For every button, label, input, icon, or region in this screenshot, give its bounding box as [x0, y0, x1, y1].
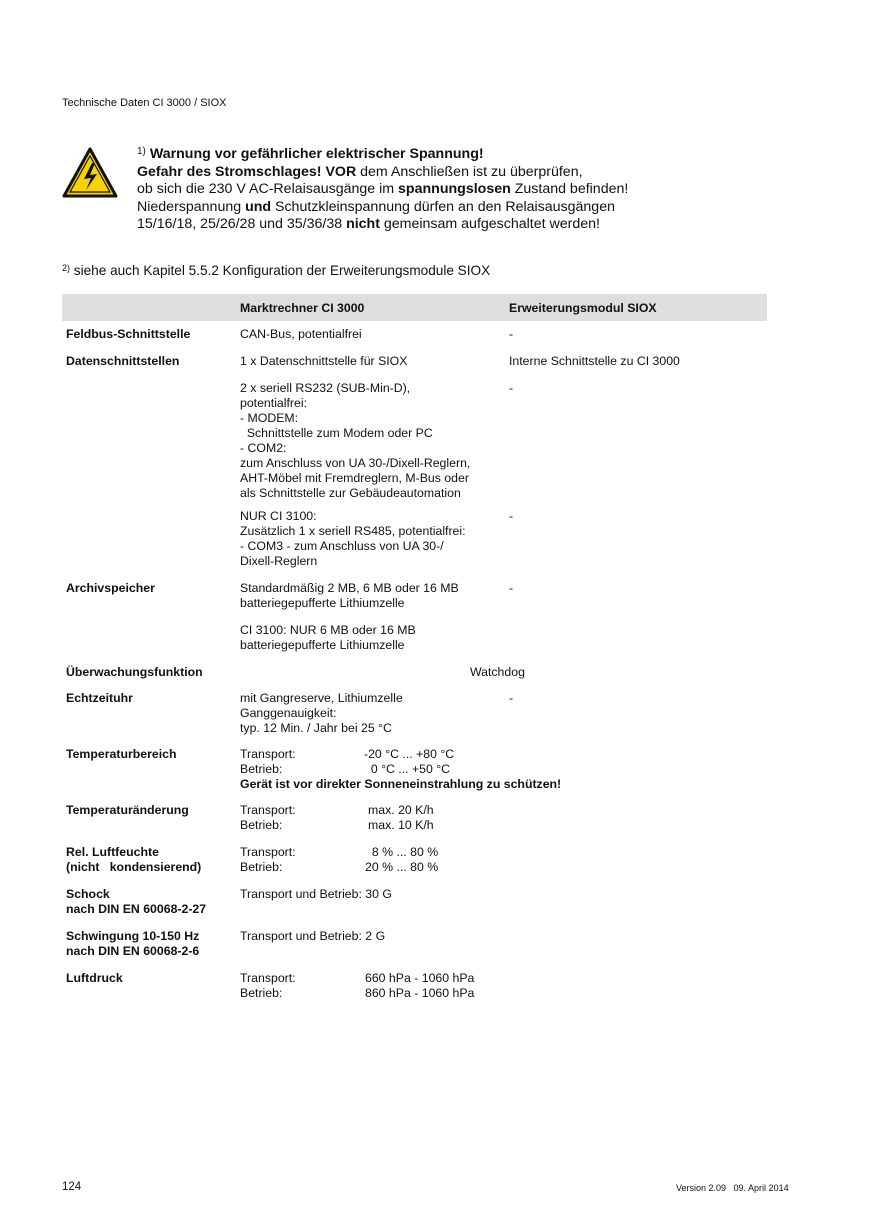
footnote-2-text: siehe auch Kapitel 5.5.2 Konfiguration der Erweiterungsmodule SIOX: [70, 263, 491, 278]
text-line: Ganggenauigkeit:: [240, 706, 337, 720]
text-line: Schock: [66, 887, 110, 901]
col-header-siox: Erweiterungsmodul SIOX: [509, 301, 657, 315]
value-daten-siox-a: Interne Schnittstelle zu CI 3000: [509, 354, 680, 368]
value-daten-ci3000-b: [240, 381, 502, 501]
label-luftfeuchte: [66, 845, 201, 875]
pressure-transport-value: 660 hPa - 1060 hPa: [365, 971, 475, 985]
pressure-betrieb-value: 860 hPa - 1060 hPa: [365, 986, 475, 1000]
warning-line4-post: Schutzkleinspannung dürfen an den Relaisausgängen: [271, 198, 615, 215]
humidity-transport-value: 8 % ... 80 %: [365, 845, 439, 859]
footnote-2: [62, 263, 490, 278]
temp-betrieb-value: 0 °C ... +50 °C: [364, 762, 451, 776]
warning-line3-pre: ob sich die 230 V AC-Relaisausgänge im: [137, 181, 399, 197]
label-echtzeituhr: Echtzeituhr: [66, 691, 133, 705]
tempchange-transport-value: max. 20 K/h: [368, 803, 434, 817]
text-line: 2 x seriell RS232 (SUB-Min-D),: [240, 381, 411, 395]
text-line: Rel. Luftfeuchte: [66, 845, 159, 859]
humidity-transport-label: Transport:: [240, 845, 296, 859]
label-feldbus: Feldbus-Schnittstelle: [66, 327, 191, 341]
pressure-transport-label: Transport:: [240, 971, 296, 985]
text-line: AHT-Möbel mit Fremdreglern, M-Bus oder: [240, 471, 469, 485]
value-daten-ci3000-a: 1 x Datenschnittstelle für SIOX: [240, 354, 408, 368]
label-datenschnittstellen: Datenschnittstellen: [66, 354, 180, 368]
text-line: nach DIN EN 60068-2-27: [66, 902, 207, 916]
value-schock: Transport und Betrieb: 30 G: [240, 887, 392, 901]
warning-line2-bold: Gefahr des Stromschlages! VOR: [137, 163, 357, 180]
warning-line3-bold: spannungslosen: [398, 181, 511, 197]
page-header-title: Technische Daten CI 3000 / SIOX: [62, 97, 227, 109]
table-header: [62, 294, 767, 321]
text-line: Dixell-Reglern: [240, 554, 318, 568]
text-line: potentialfrei:: [240, 396, 307, 410]
text-line: CI 3100: NUR 6 MB oder 16 MB: [240, 623, 416, 637]
label-schwingung: [66, 929, 199, 959]
warning-line5-bold: nicht: [346, 216, 380, 232]
text-line: batteriegepufferte Lithiumzelle: [240, 596, 405, 610]
value-watchdog: Watchdog: [470, 665, 525, 679]
value-echtzeit-siox: -: [509, 691, 514, 705]
pressure-betrieb-label: Betrieb:: [240, 986, 283, 1000]
text-line: mit Gangreserve, Lithiumzelle: [240, 691, 403, 705]
value-daten-siox-b: -: [509, 381, 514, 395]
footnote-mark-1: 1): [137, 146, 146, 157]
text-line: - COM3 - zum Anschluss von UA 30-/: [240, 539, 444, 553]
warning-line5-pre: 15/16/18, 25/26/28 und 35/36/38: [137, 216, 347, 232]
label-schock: [66, 887, 206, 917]
tempchange-transport-label: Transport:: [240, 803, 296, 817]
voltage-warning-block: [137, 146, 737, 234]
page-number: 124: [62, 1181, 82, 1193]
warning-line4-pre: Niederspannung: [137, 198, 246, 215]
text-line: NUR CI 3100:: [240, 509, 317, 523]
value-schwingung: Transport und Betrieb: 2 G: [240, 929, 386, 943]
value-feldbus-ci3000: CAN-Bus, potentialfrei: [240, 327, 362, 341]
temp-transport-value: -20 °C ... +80 °C: [364, 747, 455, 761]
humidity-betrieb-value: 20 % ... 80 %: [365, 860, 439, 874]
value-daten-siox-c: -: [509, 509, 514, 523]
text-line: - MODEM:: [240, 411, 299, 425]
high-voltage-warning-icon: [62, 147, 118, 199]
text-line: Schwingung 10-150 Hz: [66, 929, 200, 943]
text-line: als Schnittstelle zur Gebäudeautomation: [240, 486, 461, 500]
label-ueberwachung: Überwachungsfunktion: [66, 665, 203, 679]
text-line: batteriegepufferte Lithiumzelle: [240, 638, 405, 652]
label-luftdruck: Luftdruck: [66, 971, 123, 985]
text-line: - COM2:: [240, 441, 287, 455]
value-archiv-ci3000-a: [240, 581, 502, 611]
warning-line4-bold: und: [245, 198, 272, 215]
label-temperaturbereich: Temperaturbereich: [66, 747, 177, 761]
text-line: Schnittstelle zum Modem oder PC: [240, 426, 433, 440]
col-header-ci3000: Marktrechner CI 3000: [240, 301, 365, 315]
warning-line3-post: Zustand befinden!: [510, 181, 629, 197]
value-archiv-ci3000-b: [240, 623, 502, 653]
tempchange-betrieb-label: Betrieb:: [240, 818, 283, 832]
label-temperaturaenderung: Temperaturänderung: [66, 803, 189, 817]
text-line: nach DIN EN 60068-2-6: [66, 944, 200, 958]
value-archiv-siox: -: [509, 581, 514, 595]
text-line: Standardmäßig 2 MB, 6 MB oder 16 MB: [240, 581, 459, 595]
value-feldbus-siox: -: [509, 327, 514, 341]
temp-betrieb-label: Betrieb:: [240, 762, 283, 776]
sun-protection-warning: Gerät ist vor direkter Sonneneinstrahlung zu schützen!: [240, 777, 562, 791]
value-echtzeit-ci3000: [240, 691, 502, 736]
humidity-betrieb-label: Betrieb:: [240, 860, 283, 874]
label-archivspeicher: Archivspeicher: [66, 581, 155, 595]
footnote-mark-2: 2): [62, 263, 71, 273]
warning-heading: Warnung vor gefährlicher elektrischer Spannung!: [149, 146, 484, 162]
warning-line2-text: dem Anschließen ist zu überprüfen,: [356, 163, 583, 180]
text-line: Zusätzlich 1 x seriell RS485, potentialfrei:: [240, 524, 466, 538]
value-daten-ci3000-c: [240, 509, 502, 569]
text-line: (nicht kondensierend): [66, 860, 202, 874]
text-line: zum Anschluss von UA 30-/Dixell-Reglern,: [240, 456, 471, 470]
warning-line5-post: gemeinsam aufgeschaltet werden!: [379, 216, 600, 232]
tempchange-betrieb-value: max. 10 K/h: [368, 818, 434, 832]
version-info: Version 2.09 09. April 2014: [676, 1183, 789, 1193]
text-line: typ. 12 Min. / Jahr bei 25 °C: [240, 721, 392, 735]
temp-transport-label: Transport:: [240, 747, 296, 761]
